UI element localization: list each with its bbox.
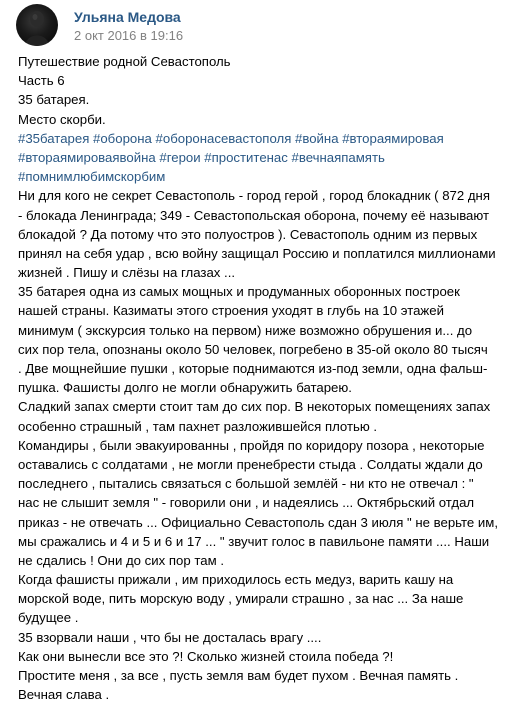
post-text — [18, 52, 530, 704]
post-line: нашей страны. Казиматы этого строения уходят в глубь на 10 этажей — [18, 303, 444, 319]
post-line: . Две мощнейшие пушки , которые поднимаются из-под земли, одна фальш- — [18, 361, 488, 376]
post-line: 35 батарея. — [18, 92, 90, 108]
post-line: Сладкий запах смерти стоит там до сих пор. В некоторых помещениях запах — [18, 399, 491, 415]
post-line: оставались с солдатами , не могли пренебрести стыда . Солдаты ждали до — [18, 456, 483, 472]
post-date[interactable]: 2 окт 2016 в 19:16 — [74, 28, 184, 43]
post-line: Место скорби. — [18, 111, 106, 127]
post-line: мы сражались и 4 и 5 и 6 и 17 ... " звучит голос в павильоне памяти .... Наши — [18, 533, 490, 549]
hashtag-link[interactable]: #втораямировая — [342, 130, 444, 146]
hashtag-link[interactable]: #оборона — [93, 130, 152, 146]
hashtag-link[interactable]: #35батарея — [18, 130, 90, 146]
post-line: принял на себя удар , всю войну защищал Россию и поплатился миллионами — [18, 245, 496, 261]
post-line: блокадой ? Да потому что это полуостров ). Севастополь одним из первых — [18, 226, 478, 242]
hashtag-link[interactable]: #вечнаяпамять — [291, 149, 385, 165]
post-line: пушка. Фашисты долго не могли обнаружить батарею. — [18, 380, 352, 396]
hashtag-link[interactable]: #война — [295, 130, 339, 146]
post-line: - блокада Ленинграда; 349 - Севастопольская оборона, почему её называют — [18, 207, 490, 223]
hashtag-link[interactable]: #помнимлюбимскорбим — [18, 169, 166, 185]
hashtag-link[interactable]: #герои — [159, 149, 201, 165]
post-line: сих пор тела, опознаны около 50 человек, погребено в 35-ой около 80 тысяч — [18, 341, 488, 357]
author-name[interactable]: Ульяна Медова — [74, 9, 181, 25]
post-line: 35 взорвали наши , что бы не досталась врагу .... — [18, 629, 322, 645]
post-line: Как они вынесли все это ?! Сколько жизней стоила победа ?! — [18, 648, 394, 664]
post-header — [14, 4, 514, 48]
hashtag-link[interactable]: #втораямироваявойна — [18, 149, 156, 165]
avatar-image-icon — [16, 4, 58, 46]
post-line: особенно страшный , там пахнет разложившейся плотью . — [18, 418, 378, 434]
post-line: минимум ( экскурсия только на первом) ниже возможно обрушения и... до — [18, 322, 473, 338]
post-line: жизней . Пишу и слёзы на глазах ... — [18, 265, 236, 281]
post-line: Ни для кого не секрет Севастополь - город герой , город блокадник ( 872 дня — [18, 188, 490, 204]
post-line: морской воде, пить морскую воду , умирали страшно , за нас ... За наше — [18, 591, 464, 607]
post-line: Вечная слава . — [18, 687, 110, 703]
hashtag-link[interactable]: #оборонасевастополя — [155, 130, 292, 146]
post-line: приказ - не отвечать ... Официально Севастополь сдан 3 июля " не верьте им, — [18, 514, 498, 530]
post-line: Путешествие родной Севастополь — [18, 54, 231, 69]
hashtag-line — [18, 129, 530, 148]
post-line: не сдались ! Они до сих пор там . — [18, 552, 224, 568]
post-line: 35 батарея одна из самых мощных и продуманных оборонных построек — [18, 284, 460, 300]
post-line: нас не слышит земля " - говорили они , и надеялись ... Октябрьский отдал — [18, 495, 475, 511]
post-line: Командиры , были эвакуированны , пройдя по коридору позора , некоторые — [18, 437, 485, 453]
hashtag-line — [18, 167, 530, 186]
post-line: последнего , пытались связаться с большой землёй - ни кто не отвечал : " — [18, 476, 474, 492]
post-line: будущее . — [18, 610, 79, 626]
post-line: Простите меня , за все , пусть земля вам будет пухом . Вечная память . — [18, 668, 459, 683]
post-line: Часть 6 — [18, 73, 65, 89]
post-line: Когда фашисты прижали , им приходилось есть медуз, варить кашу на — [18, 572, 454, 588]
avatar[interactable] — [16, 4, 58, 46]
hashtag-line — [18, 148, 530, 167]
hashtag-link[interactable]: #проститенас — [204, 149, 288, 165]
